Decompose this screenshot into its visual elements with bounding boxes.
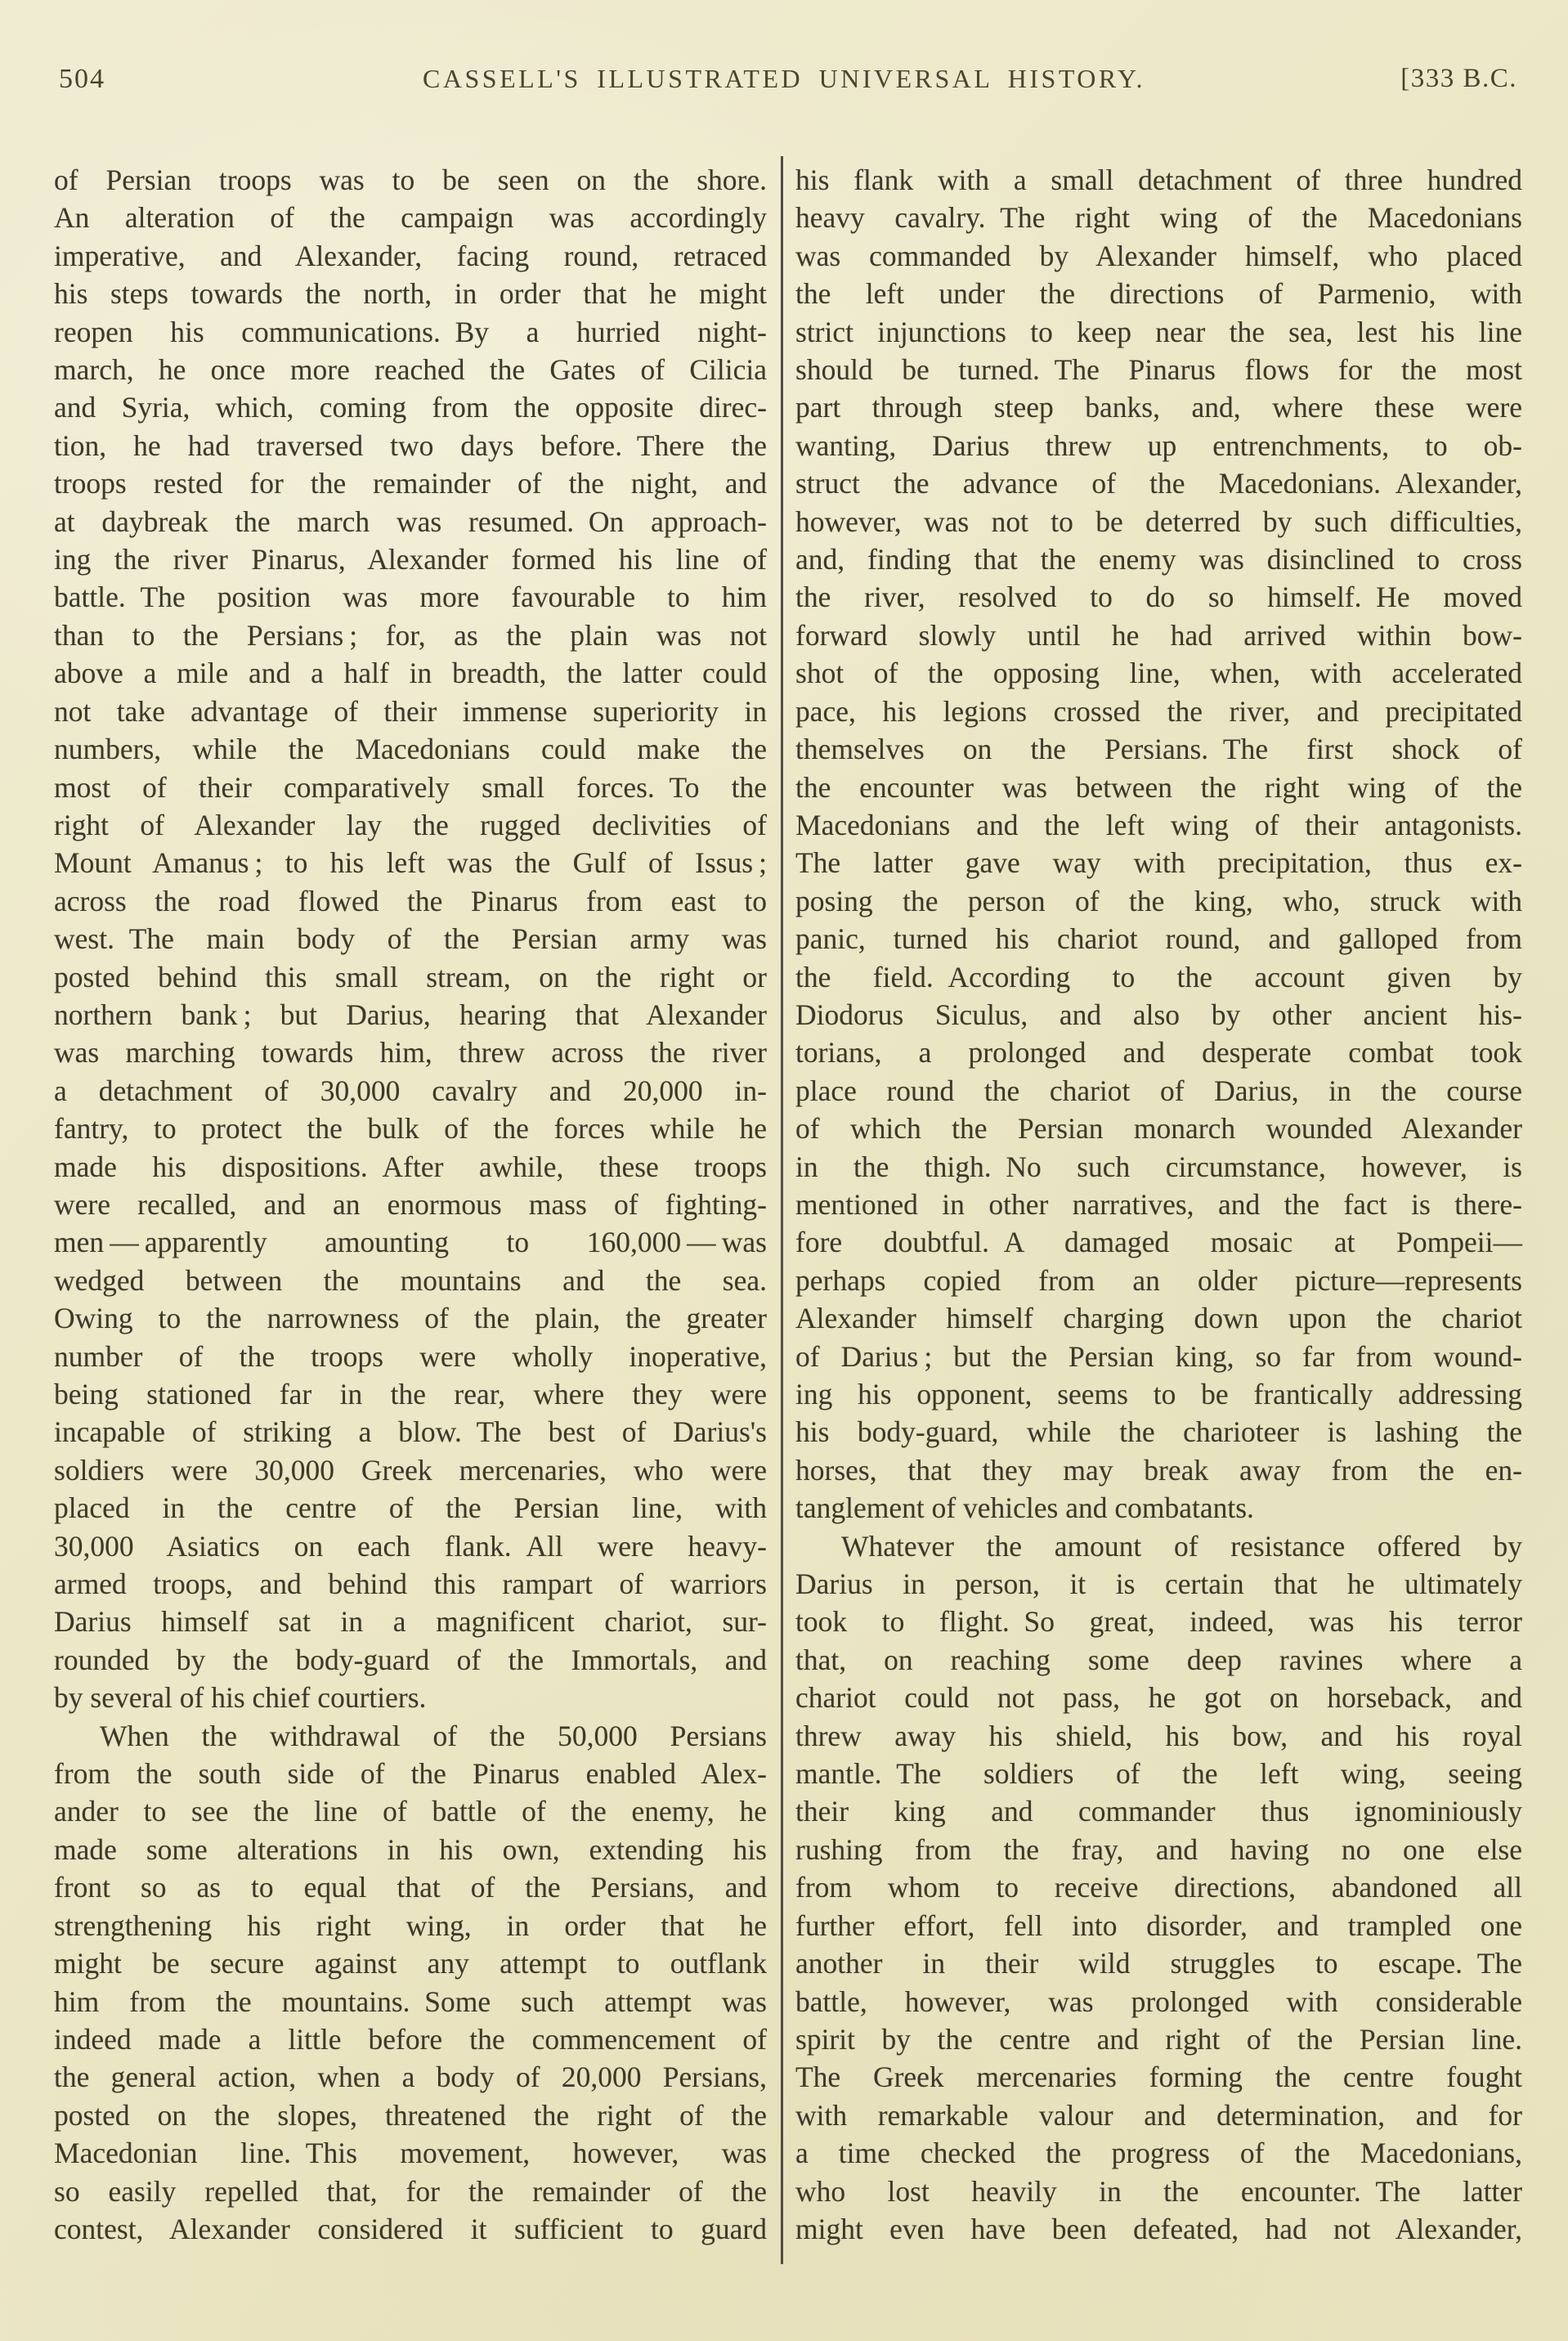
text-line: by several of his chief courtiers.	[54, 1681, 427, 1715]
text-line: incapable of striking a blow. The best of Darius's	[54, 1415, 767, 1449]
text-line: the encounter was between the right wing of the	[795, 770, 1522, 804]
text-line: his flank with a small detachment of three hundred	[795, 164, 1522, 196]
text-line: the left under the directions of Parmenio, with	[795, 277, 1522, 311]
text-line: posted on the slopes, threatened the right of the	[54, 2098, 767, 2132]
text-line: Darius in person, it is certain that he ultimately	[795, 1567, 1522, 1601]
text-line: being stationed far in the rear, where they were	[54, 1378, 767, 1410]
date-sidenote: [333 B.C.	[1400, 64, 1517, 93]
text-line: ander to see the line of battle of the enemy, he	[54, 1795, 767, 1828]
text-line: Diodorus Siculus, and also by other ancient his-	[795, 998, 1522, 1031]
text-line: than to the Persians ; for, as the plain was not	[54, 618, 767, 652]
text-line: Whatever the amount of resistance offered by	[841, 1529, 1522, 1563]
text-line: might even have been defeated, had not Alexander,	[795, 2212, 1522, 2245]
text-line: posted behind this small stream, on the right or	[54, 960, 767, 993]
text-line: that, on reaching some deep ravines where a	[795, 1643, 1522, 1676]
text-line: and Syria, which, coming from the opposite direc-	[54, 391, 767, 424]
text-line: made his dispositions. After awhile, these troops	[54, 1150, 767, 1183]
text-line: march, he once more reached the Gates of Cilicia	[54, 353, 767, 387]
text-line: reopen his communications. By a hurried night-	[54, 315, 767, 348]
text-line: battle, however, was prolonged with considerable	[795, 1984, 1522, 2018]
text-line: Owing to the narrowness of the plain, the greater	[54, 1302, 767, 1335]
right-column	[795, 161, 1522, 2264]
text-line: his body-guard, while the charioteer is lashing the	[795, 1415, 1522, 1449]
text-line: should be turned. The Pinarus flows for the most	[795, 353, 1522, 387]
text-line: the general action, when a body of 20,000 Persians,	[54, 2061, 767, 2094]
text-line: their king and commander thus ignominiously	[795, 1795, 1522, 1828]
text-line: men — apparently amounting to 160,000 — was	[54, 1226, 767, 1259]
text-line: strict injunctions to keep near the sea, lest his line	[795, 315, 1522, 348]
text-line: another in their wild struggles to escape. The	[795, 1947, 1522, 1980]
text-line: were recalled, and an enormous mass of fighting-	[54, 1187, 767, 1221]
text-line: further effort, fell into disorder, and trampled one	[795, 1908, 1522, 1942]
text-line: The Greek mercenaries forming the centre fought	[795, 2061, 1522, 2094]
text-line: struct the advance of the Macedonians. Alexander,	[795, 467, 1522, 500]
text-line: and, finding that the enemy was disinclined to cross	[795, 543, 1522, 576]
text-line: west. The main body of the Persian army was	[54, 922, 767, 956]
text-line: forward slowly until he had arrived within bow-	[795, 618, 1522, 652]
text-line: contest, Alexander considered it sufficient to guard	[54, 2212, 767, 2245]
running-title: CASSELL'S ILLUSTRATED UNIVERSAL HISTORY.	[423, 64, 1145, 93]
running-head	[0, 64, 1568, 105]
text-line: a time checked the progress of the Macedonians,	[795, 2137, 1522, 2170]
text-line: most of their comparatively small forces. To the	[54, 770, 767, 804]
text-line: An alteration of the campaign was accordingly	[54, 201, 767, 235]
text-line: the field. According to the account given by	[795, 960, 1522, 993]
text-line: placed in the centre of the Persian line, with	[54, 1491, 767, 1525]
text-line: mentioned in other narratives, and the fact is there-	[795, 1187, 1522, 1221]
text-line: Darius himself sat in a magnificent chariot, sur-	[54, 1605, 767, 1639]
text-line: front so as to equal that of the Persians, and	[54, 1871, 767, 1904]
text-line: not take advantage of their immense superiority in	[54, 694, 767, 728]
text-line: fore doubtful. A damaged mosaic at Pompeii—	[795, 1226, 1522, 1259]
text-line: pace, his legions crossed the river, and precipitated	[795, 694, 1522, 728]
text-line: 30,000 Asiatics on each flank. All were heavy-	[54, 1529, 767, 1563]
text-line: right of Alexander lay the rugged declivities of	[54, 808, 767, 841]
text-line: place round the chariot of Darius, in the course	[795, 1074, 1522, 1107]
text-line: of which the Persian monarch wounded Alexander	[795, 1112, 1522, 1146]
text-line: from whom to receive directions, abandoned all	[795, 1871, 1522, 1904]
text-line: wanting, Darius threw up entrenchments, to ob-	[795, 428, 1522, 462]
text-line: The latter gave way with precipitation, thus ex-	[795, 846, 1522, 880]
text-line: Mount Amanus ; to his left was the Gulf of Issus ;	[54, 846, 767, 880]
text-line: above a mile and a half in breadth, the latter could	[54, 657, 767, 690]
text-line: at daybreak the march was resumed. On approach-	[54, 505, 767, 538]
text-line: across the road flowed the Pinarus from east to	[54, 884, 767, 917]
text-line: part through steep banks, and, where these were	[795, 391, 1522, 424]
text-line: shot of the opposing line, when, with accelerated	[795, 657, 1522, 690]
text-line: Alexander himself charging down upon the chariot	[795, 1302, 1522, 1335]
left-column	[54, 161, 767, 2264]
text-line: battle. The position was more favourable to him	[54, 581, 767, 614]
text-line: Macedonians and the left wing of their antagonists.	[795, 808, 1522, 841]
text-line: fantry, to protect the bulk of the forces while he	[54, 1112, 767, 1146]
text-line: number of the troops were wholly inoperative,	[54, 1339, 767, 1373]
text-line: indeed made a little before the commencement of	[54, 2022, 767, 2056]
text-line: his steps towards the north, in order that he might	[54, 277, 767, 311]
text-line: Macedonian line. This movement, however, was	[54, 2137, 767, 2170]
text-line: might be secure against any attempt to outflank	[54, 1947, 767, 1980]
page-number: 504	[59, 64, 105, 94]
text-line: was commanded by Alexander himself, who placed	[795, 239, 1522, 272]
text-line: however, was not to be deterred by such difficulties,	[795, 505, 1522, 538]
text-columns	[54, 161, 1522, 2264]
text-line: numbers, while the Macedonians could make the	[54, 733, 767, 766]
column-divider	[781, 156, 783, 2264]
text-line: armed troops, and behind this rampart of warriors	[54, 1567, 767, 1601]
text-line: torians, a prolonged and desperate combat took	[795, 1036, 1522, 1070]
text-line: took to flight. So great, indeed, was his terror	[795, 1605, 1522, 1639]
text-line: threw away his shield, his bow, and his royal	[795, 1719, 1522, 1752]
text-line: was marching towards him, threw across the river	[54, 1036, 767, 1070]
text-line: When the withdrawal of the 50,000 Persians	[100, 1719, 767, 1752]
text-line: so easily repelled that, for the remainder of the	[54, 2174, 767, 2208]
text-line: chariot could not pass, he got on horseback, and	[795, 1681, 1522, 1715]
text-line: tion, he had traversed two days before. There the	[54, 428, 767, 462]
text-line: with remarkable valour and determination, and for	[795, 2098, 1522, 2132]
text-line: him from the mountains. Some such attempt was	[54, 1984, 767, 2018]
text-line: rounded by the body-guard of the Immortals, and	[54, 1643, 767, 1676]
text-line: tanglement of vehicles and combatants.	[795, 1491, 1254, 1525]
text-line: a detachment of 30,000 cavalry and 20,000 in-	[54, 1074, 767, 1107]
text-line: who lost heavily in the encounter. The latter	[795, 2174, 1522, 2208]
text-line: spirit by the centre and right of the Persian line.	[795, 2022, 1522, 2056]
text-line: ing his opponent, seems to be frantically addressing	[795, 1378, 1522, 1410]
text-line: northern bank ; but Darius, hearing that Alexander	[54, 998, 767, 1031]
text-line: in the thigh. No such circumstance, however, is	[795, 1150, 1522, 1183]
text-line: the river, resolved to do so himself. He moved	[795, 581, 1522, 614]
text-line: horses, that they may break away from the en-	[795, 1453, 1522, 1487]
text-line: panic, turned his chariot round, and galloped from	[795, 922, 1522, 956]
text-line: mantle. The soldiers of the left wing, seeing	[795, 1757, 1522, 1791]
text-line: made some alterations in his own, extending his	[54, 1832, 767, 1866]
text-line: posing the person of the king, who, struck with	[795, 884, 1522, 917]
text-line: of Persian troops was to be seen on the shore.	[54, 164, 767, 196]
text-line: themselves on the Persians. The first shock of	[795, 733, 1522, 766]
text-line: rushing from the fray, and having no one else	[795, 1832, 1522, 1866]
text-line: wedged between the mountains and the sea.	[54, 1263, 767, 1297]
text-line: strengthening his right wing, in order that he	[54, 1908, 767, 1942]
text-line: of Darius ; but the Persian king, so far from wound-	[795, 1339, 1522, 1373]
text-line: from the south side of the Pinarus enabled Alex-	[54, 1757, 767, 1791]
text-line: soldiers were 30,000 Greek mercenaries, who were	[54, 1453, 767, 1487]
text-line: ing the river Pinarus, Alexander formed his line of	[54, 543, 767, 576]
text-line: troops rested for the remainder of the night, and	[54, 467, 767, 500]
text-line: heavy cavalry. The right wing of the Macedonians	[795, 201, 1522, 235]
text-line: imperative, and Alexander, facing round, retraced	[54, 239, 767, 272]
text-line: perhaps copied from an older picture—represents	[795, 1263, 1522, 1297]
